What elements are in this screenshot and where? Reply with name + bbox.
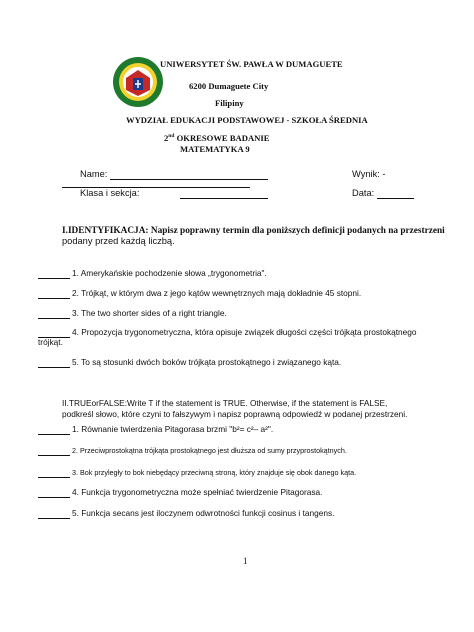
- answer-blank-2-5[interactable]: [38, 518, 70, 519]
- part1-item-3: 3. The two shorter sides of a right triangle.: [72, 308, 227, 318]
- answer-blank-1-1[interactable]: [38, 278, 70, 279]
- date-label: Data:: [352, 188, 375, 198]
- page-number: 1: [243, 556, 248, 566]
- part1-item-1: 1. Amerykańskie pochodzenie słowa „trygonometria".: [72, 268, 267, 278]
- part1-title: [62, 225, 445, 236]
- part1-item-4-line2: trójkąt.: [38, 337, 63, 347]
- exam-title-rest: OKRESOWE BADANIE: [174, 133, 270, 143]
- part1-item-2: 2. Trójkąt, w którym dwa z jego kątów wewnętrznych mają dokładnie 45 stopni.: [72, 288, 362, 298]
- university-seal-icon: [112, 56, 164, 108]
- exam-number-suffix: nd: [168, 133, 175, 140]
- city-line: 6200 Dumaguete City: [189, 81, 269, 91]
- university-name: UNIWERSYTET ŚW. PAWŁA W DUMAGUETE: [160, 59, 343, 69]
- country-line: Filipiny: [215, 98, 244, 108]
- department-line: WYDZIAŁ EDUKACJI PODSTAWOWEJ - SZKOŁA ŚREDNIA: [126, 115, 368, 125]
- part2-item-1: 1. Równanie twierdzenia Pitagorasa brzmi "b²= c²– a²".: [72, 424, 274, 434]
- part1-title-bold: I.IDENTYFIKACJA:: [62, 226, 149, 236]
- part1-item-4: 4. Propozycja trygonometryczna, która opisuje związek długości części trójkąta prostokątnego: [72, 327, 417, 337]
- answer-blank-2-2[interactable]: [38, 455, 70, 456]
- part2-title-line2: podkreśl słowo, które czyni to fałszywym i napisz poprawną odpowiedź w podanej przestrzeni.: [62, 409, 408, 419]
- answer-blank-1-2[interactable]: [38, 298, 70, 299]
- part1-item-5: 5. To są stosunki dwóch boków trójkąta prostokątnego i związanego kąta.: [72, 357, 342, 367]
- part1-title-rest: Napisz poprawny termin dla poniższych definicji podanych na przestrzeni: [148, 226, 445, 236]
- part2-item-2: 2. Przeciwprostokątna trójkąta prostokątnego jest dłuższa od sumy przyprostokątnych.: [72, 446, 347, 455]
- part2-title-line1: II.TRUEorFALSE:Write T if the statement is TRUE. Otherwise, if the statement is FALSE,: [62, 398, 388, 408]
- date-field[interactable]: [377, 198, 414, 199]
- exam-title: [164, 133, 269, 143]
- part2-item-4: 4. Funkcja trygonometryczna może spełniać twierdzenie Pitagorasa.: [72, 487, 323, 497]
- answer-blank-2-4[interactable]: [38, 497, 70, 498]
- answer-blank-1-3[interactable]: [38, 318, 70, 319]
- class-section-label: Klasa i sekcja:: [80, 188, 140, 198]
- part2-item-5: 5. Funkcja secans jest iloczynem odwrotności funkcji cosinus i tangens.: [72, 508, 335, 518]
- answer-blank-2-3[interactable]: [38, 477, 70, 478]
- class-section-field[interactable]: [180, 198, 268, 199]
- part1-title-line2: podany przed każdą liczbą.: [62, 236, 175, 246]
- subject-line: MATEMATYKA 9: [180, 144, 250, 154]
- part2-item-3: 3. Bok przyległy to bok niebędący przeciwną stroną, który znajduje się obok danego kąta.: [72, 468, 357, 477]
- name-field[interactable]: [110, 179, 268, 180]
- name-label: Name:: [80, 169, 108, 179]
- answer-blank-1-5[interactable]: [38, 367, 70, 368]
- exam-number: 2: [164, 133, 169, 143]
- answer-blank-2-1[interactable]: [38, 434, 70, 435]
- result-label: Wynik: -: [352, 169, 386, 179]
